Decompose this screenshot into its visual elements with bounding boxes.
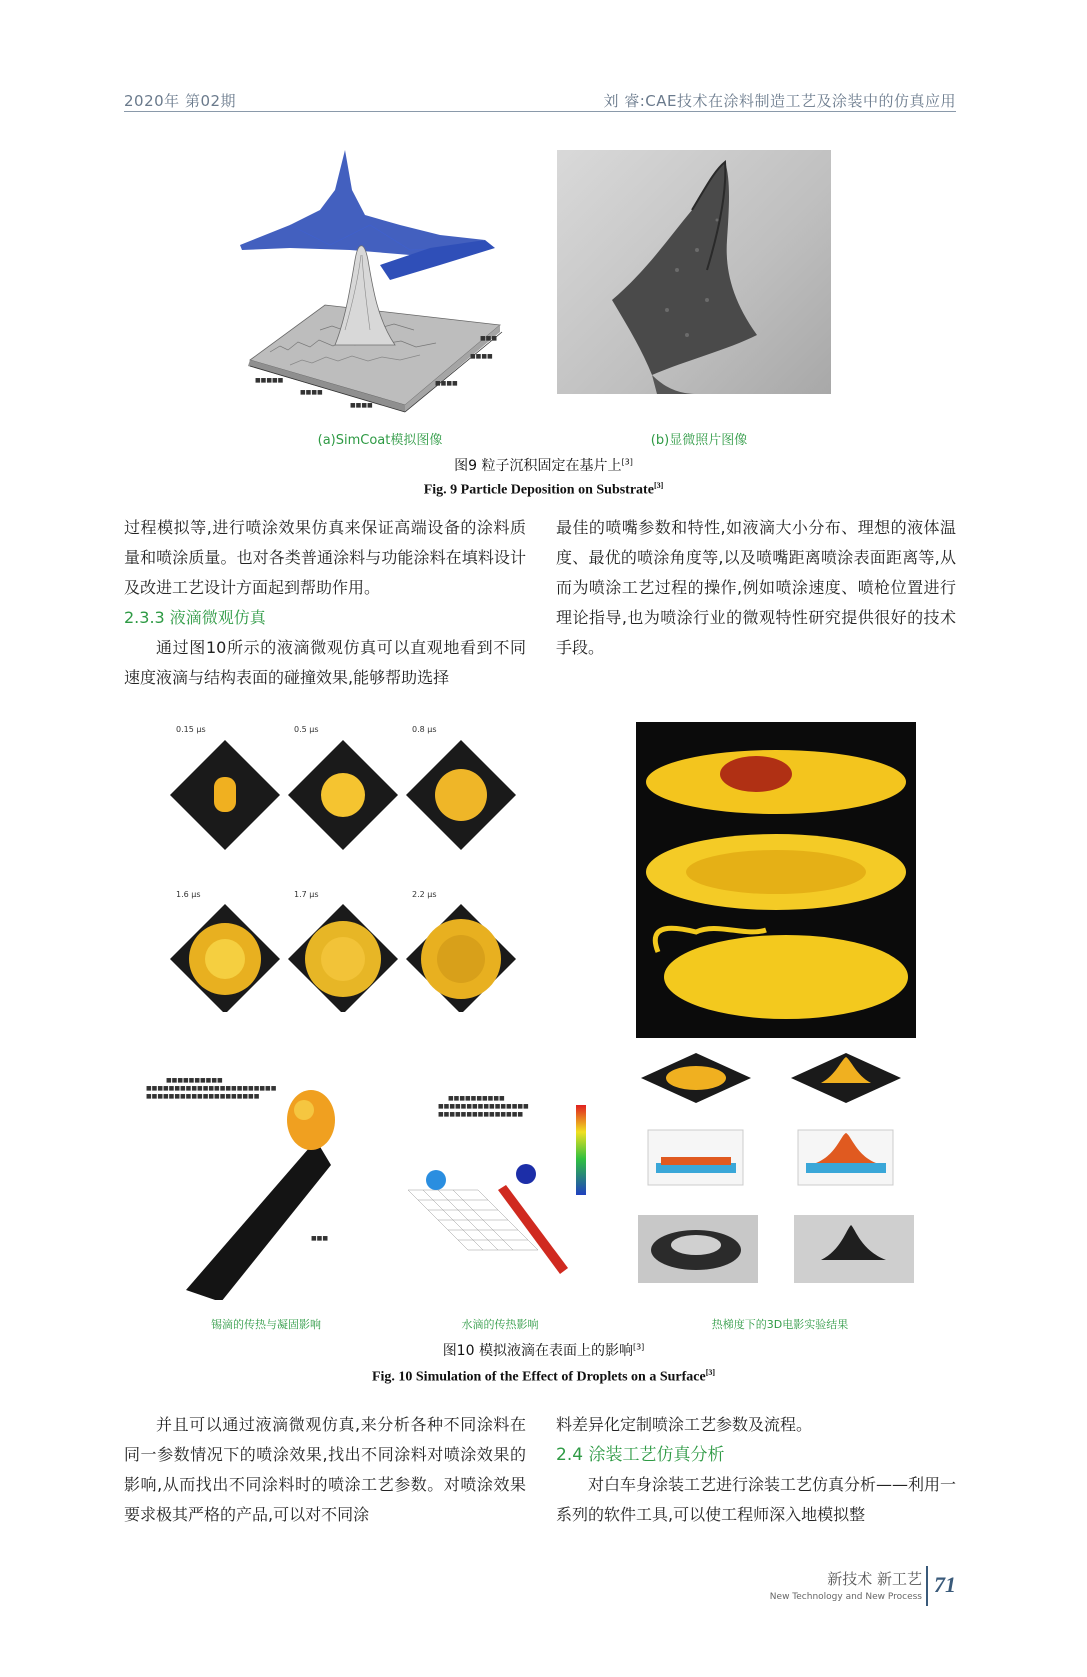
time-label: 0.8 μs bbox=[412, 725, 437, 734]
svg-text:■■■■: ■■■■ bbox=[350, 402, 373, 409]
fig9a-simcoat-image bbox=[230, 130, 520, 420]
svg-text:■■■■■■■■■■: ■■■■■■■■■■ bbox=[448, 1095, 505, 1102]
svg-text:■■■■: ■■■■ bbox=[435, 380, 458, 387]
fig10-droplet-time-series bbox=[170, 722, 535, 1012]
svg-text:■■■■■■■■■■■■■■■■■■■■: ■■■■■■■■■■■■■■■■■■■■ bbox=[146, 1093, 260, 1100]
svg-text:■■■■■■■■■■■■■■■■: ■■■■■■■■■■■■■■■■ bbox=[438, 1103, 529, 1110]
time-label: 0.5 μs bbox=[294, 725, 319, 734]
header-left: 2020年 第02期 bbox=[124, 92, 237, 110]
body-left-column-1 bbox=[124, 513, 526, 693]
fig9a-subcaption: (a)SimCoat模拟图像 bbox=[317, 433, 443, 448]
svg-text:■■■: ■■■ bbox=[311, 1235, 329, 1242]
fig9b-micrograph-image bbox=[557, 150, 831, 394]
fig10-tin-droplet-image bbox=[136, 1070, 362, 1300]
fig10-3d-thermal-results bbox=[636, 1045, 916, 1295]
fig9b-subcaption: (b)显微照片图像 bbox=[650, 433, 748, 448]
svg-text:■■■■■■■■■■■■■■■■■■■■■■■: ■■■■■■■■■■■■■■■■■■■■■■■ bbox=[146, 1085, 277, 1092]
time-label: 1.7 μs bbox=[294, 890, 319, 899]
paragraph: 并且可以通过液滴微观仿真,来分析各种不同涂料在同一参数情况下的喷涂效果,找出不同涂料对喷涂效果的影响,从而找出不同涂料时的喷涂工艺参数。对喷涂效果要求极其严格的产品,可以对不同涂 bbox=[124, 1415, 526, 1524]
footer-journal-cn: 新技术 新工艺 bbox=[827, 1570, 922, 1588]
header-rule bbox=[124, 111, 956, 112]
fig10-subcaption-3d: 热梯度下的3D电影实验结果 bbox=[711, 1318, 849, 1331]
svg-text:■■■■■■■■■■■■■■■: ■■■■■■■■■■■■■■■ bbox=[438, 1111, 524, 1118]
footer-divider bbox=[926, 1566, 928, 1606]
body-right-column-2 bbox=[556, 1410, 956, 1530]
fig10-subcaption-tin: 锡滴的传热与凝固影响 bbox=[211, 1318, 321, 1331]
svg-text:■■■■: ■■■■ bbox=[300, 389, 323, 396]
body-left-column-2 bbox=[124, 1410, 526, 1530]
fig9-caption-cn: 图9 粒子沉积固定在基片上[3] bbox=[454, 457, 633, 474]
section-heading-2-4: 2.4 涂装工艺仿真分析 bbox=[556, 1445, 725, 1465]
time-label: 2.2 μs bbox=[412, 890, 437, 899]
body-right-column-1 bbox=[556, 513, 956, 663]
fig10-droplet-photo bbox=[636, 722, 916, 1038]
paragraph: 对白车身涂装工艺进行涂装工艺仿真分析——利用一系列的软件工具,可以使工程师深入地模拟整 bbox=[556, 1475, 957, 1524]
paragraph: 过程模拟等,进行喷涂效果仿真来保证高端设备的涂料质量和喷涂质量。也对各类普通涂料与功能涂料在填料设计及改进工艺设计方面起到帮助作用。 bbox=[124, 518, 526, 597]
subheading-2-3-3: 2.3.3 液滴微观仿真 bbox=[124, 608, 266, 627]
fig10-water-droplet-image bbox=[398, 1090, 618, 1290]
time-label: 0.15 μs bbox=[176, 725, 206, 734]
fig10-caption-en: Fig. 10 Simulation of the Effect of Droplets on a Surface[3] bbox=[371, 1368, 716, 1385]
fig10-caption-cn: 图10 模拟液滴在表面上的影响[3] bbox=[442, 1342, 645, 1359]
fig10-subcaption-water: 水滴的传热影响 bbox=[461, 1318, 539, 1331]
svg-text:■■■■■: ■■■■■ bbox=[255, 377, 284, 384]
svg-text:■■■■: ■■■■ bbox=[470, 353, 493, 360]
page-number: 71 bbox=[934, 1572, 956, 1597]
paragraph: 最佳的喷嘴参数和特性,如液滴大小分布、理想的液体温度、最优的喷涂角度等,以及喷嘴距离喷涂表面距离等,从而为喷涂工艺过程的操作,例如喷涂速度、喷枪位置进行理论指导,也为喷涂行业的微观特性研究提供很好的技术手段。 bbox=[556, 518, 956, 657]
paragraph: 通过图10所示的液滴微观仿真可以直观地看到不同速度液滴与结构表面的碰撞效果,能够帮助选择 bbox=[124, 638, 526, 687]
fig9-caption-en: Fig. 9 Particle Deposition on Substrate[3] bbox=[423, 481, 664, 498]
header-right: 刘 睿:CAE技术在涂料制造工艺及涂装中的仿真应用 bbox=[603, 92, 956, 110]
svg-text:■■■: ■■■ bbox=[480, 335, 498, 342]
time-label: 1.6 μs bbox=[176, 890, 201, 899]
paragraph: 料差异化定制喷涂工艺参数及流程。 bbox=[556, 1415, 813, 1434]
footer-journal-en: New Technology and New Process bbox=[769, 1592, 922, 1602]
svg-text:■■■■■■■■■■: ■■■■■■■■■■ bbox=[166, 1077, 223, 1084]
